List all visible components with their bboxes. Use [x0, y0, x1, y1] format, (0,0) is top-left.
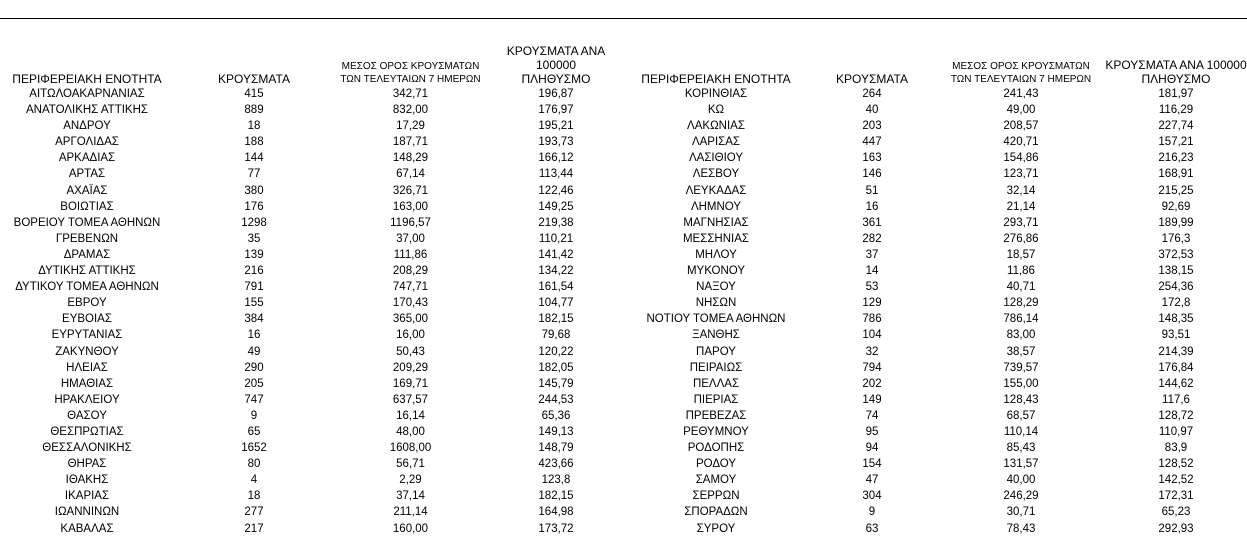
cell-per100k-left: 161,54	[538, 281, 574, 294]
cell-per100k-left: 149,13	[538, 425, 574, 438]
header-avg-line1: ΜΕΣΟΣ ΟΡΟΣ ΚΡΟΥΣΜΑΤΩΝ	[341, 61, 480, 72]
cell-per100k-left: 65,36	[541, 409, 571, 422]
cell-region-right: ΡΕΘΥΜΝΟΥ	[683, 425, 749, 438]
cell-region-right: ΠΡΕΒΕΖΑΣ	[685, 409, 747, 422]
cell-region-left: ΑΝΑΤΟΛΙΚΗΣ ΑΤΤΙΚΗΣ	[25, 104, 148, 117]
cell-per100k-right: 138,15	[1158, 265, 1194, 278]
cell-per100k-right: 65,23	[1161, 506, 1191, 519]
cell-region-left: ΚΑΒΑΛΑΣ	[60, 522, 114, 535]
cell-per100k-left: 196,87	[538, 88, 574, 100]
cell-per100k-right: 172,31	[1158, 490, 1194, 503]
header-per100k-left	[487, 44, 625, 86]
cell-cases-right: 146	[862, 168, 882, 181]
cell-avg7-left: 48,00	[396, 425, 425, 438]
cell-per100k-right: 93,51	[1161, 329, 1191, 342]
cell-cases-right: 154	[862, 458, 882, 471]
cell-region-left: ΑΡΤΑΣ	[68, 168, 106, 181]
cell-region-right: ΠΕΛΛΑΣ	[692, 377, 740, 390]
cell-cases-left: 65	[247, 425, 261, 438]
cell-cases-left: 176	[244, 200, 264, 213]
cell-region-left: ΒΟΙΩΤΙΑΣ	[60, 200, 114, 213]
cell-cases-right: 14	[865, 265, 879, 278]
cell-cases-left: 155	[244, 297, 264, 310]
cell-avg7-left: 637,57	[392, 393, 429, 406]
cell-cases-left: 415	[244, 88, 264, 100]
table-row	[0, 344, 1247, 360]
cell-region-left: ΗΡΑΚΛΕΙΟΥ	[54, 393, 120, 406]
cell-avg7-right: 739,57	[1003, 361, 1039, 374]
table-row	[0, 392, 1247, 408]
cell-region-right: ΛΑΚΩΝΙΑΣ	[687, 120, 745, 133]
cell-avg7-right: 241,43	[1003, 88, 1039, 100]
cell-per100k-left: 113,44	[538, 168, 574, 181]
cell-avg7-right: 38,57	[1006, 345, 1036, 358]
cell-per100k-left: 145,79	[538, 377, 574, 390]
cell-per100k-left: 134,22	[538, 265, 574, 278]
cell-avg7-left: 342,71	[392, 88, 429, 100]
cell-cases-right: 74	[865, 409, 879, 422]
cell-avg7-right: 276,86	[1003, 232, 1039, 245]
header-cases-left: ΚΡΟΥΣΜΑΤΑ	[218, 72, 290, 86]
cell-cases-left: 144	[244, 152, 264, 165]
cell-cases-right: 51	[865, 184, 879, 197]
cell-per100k-right: 214,39	[1158, 345, 1194, 358]
cell-avg7-right: 246,29	[1003, 490, 1039, 503]
header-per100k-right	[1105, 44, 1247, 86]
table-row	[0, 247, 1247, 263]
cell-per100k-right: 157,21	[1158, 136, 1194, 149]
header-avg-left	[334, 44, 487, 86]
cell-cases-right: 32	[865, 345, 879, 358]
cell-per100k-right: 189,99	[1158, 216, 1194, 229]
cell-avg7-right: 131,57	[1003, 458, 1039, 471]
cell-region-right: ΠΙΕΡΙΑΣ	[693, 393, 739, 406]
table-row	[0, 118, 1247, 134]
cell-avg7-right: 154,86	[1003, 152, 1039, 165]
cell-per100k-left: 164,98	[538, 506, 574, 519]
table-row	[0, 199, 1247, 215]
header-region-left: ΠΕΡΙΦΕΡΕΙΑΚΗ ΕΝΟΤΗΤΑ	[12, 72, 162, 86]
cell-avg7-left: 50,43	[396, 345, 425, 358]
table-row	[0, 488, 1247, 504]
cell-per100k-right: 176,3	[1161, 232, 1191, 245]
cell-region-left: ΘΕΣΠΡΩΤΙΑΣ	[50, 425, 124, 438]
cell-avg7-right: 293,71	[1003, 216, 1039, 229]
table-row	[0, 376, 1247, 392]
cell-avg7-right: 49,00	[1006, 104, 1036, 117]
table-row	[0, 134, 1247, 150]
cell-cases-right: 202	[862, 377, 882, 390]
cell-per100k-left: 195,21	[538, 120, 574, 133]
cell-avg7-right: 21,14	[1006, 200, 1036, 213]
cell-region-left: ΑΡΓΟΛΙΔΑΣ	[55, 136, 119, 149]
cases-table-sheet	[0, 44, 1247, 537]
header-avg-line2: ΤΩΝ ΤΕΛΕΥΤΑΙΩΝ 7 ΗΜΕΡΩΝ	[340, 74, 481, 85]
cell-region-left: ΔΥΤΙΚΗΣ ΑΤΤΙΚΗΣ	[38, 265, 136, 278]
cell-region-left: ΘΗΡΑΣ	[67, 458, 107, 471]
cell-cases-left: 188	[244, 136, 264, 149]
cell-per100k-right: 216,23	[1158, 152, 1194, 165]
cell-region-left: ΗΛΕΙΑΣ	[66, 361, 108, 374]
cell-per100k-right: 128,72	[1158, 409, 1194, 422]
cell-cases-left: 139	[244, 248, 264, 261]
table-body	[0, 86, 1247, 537]
table-row	[0, 231, 1247, 247]
table-header-row	[0, 44, 1247, 86]
cell-avg7-left: 56,71	[396, 458, 425, 471]
table-row	[0, 472, 1247, 488]
cell-avg7-left: 16,00	[396, 329, 425, 342]
cell-region-left: ΔΥΤΙΚΟΥ ΤΟΜΕΑ ΑΘΗΝΩΝ	[15, 281, 159, 294]
cell-per100k-left: 176,97	[538, 104, 574, 117]
cell-region-right: ΡΟΔΟΥ	[695, 458, 737, 471]
cell-avg7-left: 37,00	[396, 232, 425, 245]
cell-region-left: ΙΩΑΝΝΙΝΩΝ	[54, 506, 120, 519]
cell-region-right: ΣΠΟΡΑΔΩΝ	[684, 506, 748, 519]
cell-region-left: ΕΒΡΟΥ	[67, 297, 107, 310]
table-row	[0, 456, 1247, 472]
cell-per100k-left: 120,22	[538, 345, 574, 358]
cell-region-left: ΕΥΡΥΤΑΝΙΑΣ	[51, 329, 123, 342]
cell-avg7-right: 128,43	[1003, 393, 1039, 406]
cell-per100k-right: 292,93	[1158, 522, 1194, 535]
cell-region-left: ΑΧΑΪΑΣ	[66, 184, 108, 197]
cell-avg7-left: 208,29	[392, 265, 429, 278]
cell-cases-left: 216	[244, 265, 264, 278]
table-row	[0, 183, 1247, 199]
cell-region-right: ΛΑΡΙΣΑΣ	[691, 136, 741, 149]
cell-cases-left: 205	[244, 377, 264, 390]
cell-per100k-left: 149,25	[538, 200, 574, 213]
cell-avg7-left: 160,00	[392, 522, 429, 535]
cell-cases-right: 53	[865, 281, 879, 294]
table-row	[0, 279, 1247, 295]
cell-cases-right: 794	[862, 361, 882, 374]
header-region-right: ΠΕΡΙΦΕΡΕΙΑΚΗ ΕΝΟΤΗΤΑ	[641, 72, 791, 86]
header-per100k-line2: ΠΛΗΘΥΣΜΟ	[1141, 72, 1211, 86]
cell-per100k-left: 141,42	[538, 248, 574, 261]
cell-per100k-left: 182,05	[538, 361, 574, 374]
cell-cases-right: 361	[862, 216, 882, 229]
header-per100k-line1: ΚΡΟΥΣΜΑΤΑ ΑΝΑ 100000	[1105, 58, 1247, 72]
cell-region-left: ΙΘΑΚΗΣ	[65, 474, 109, 487]
cell-region-left: ΘΑΣΟΥ	[67, 409, 107, 422]
cell-region-left: ΔΡΑΜΑΣ	[63, 248, 111, 261]
cell-per100k-right: 83,9	[1164, 442, 1188, 455]
cell-per100k-left: 182,15	[538, 313, 574, 326]
cell-region-right: ΛΕΣΒΟΥ	[692, 168, 740, 181]
cell-per100k-right: 110,97	[1158, 425, 1194, 438]
cell-region-right: ΚΟΡΙΝΘΙΑΣ	[684, 88, 748, 100]
cell-per100k-right: 227,74	[1158, 120, 1194, 133]
cell-avg7-left: 209,29	[392, 361, 429, 374]
cell-avg7-right: 68,57	[1006, 409, 1036, 422]
table-row	[0, 424, 1247, 440]
cell-cases-left: 1298	[241, 216, 267, 229]
cell-per100k-left: 104,77	[538, 297, 574, 310]
cell-cases-right: 9	[868, 506, 876, 519]
cell-cases-left: 290	[244, 361, 264, 374]
cell-region-right: ΜΑΓΝΗΣΙΑΣ	[683, 216, 749, 229]
table-row	[0, 504, 1247, 520]
cell-region-right: ΜΥΚΟΝΟΥ	[686, 265, 746, 278]
cell-avg7-left: 37,14	[396, 490, 425, 503]
cell-cases-left: 18	[247, 490, 261, 503]
cell-per100k-right: 181,97	[1158, 88, 1194, 100]
cell-region-left: ΑΝΔΡΟΥ	[63, 120, 111, 133]
cell-region-right: ΜΗΛΟΥ	[695, 248, 737, 261]
cell-cases-left: 16	[247, 329, 261, 342]
cell-cases-right: 37	[865, 248, 879, 261]
cell-avg7-left: 326,71	[392, 184, 429, 197]
cell-avg7-left: 170,43	[392, 297, 429, 310]
table-row	[0, 150, 1247, 166]
cell-cases-left: 217	[244, 522, 264, 535]
cell-cases-right: 63	[865, 522, 879, 535]
cell-per100k-left: 219,38	[538, 216, 574, 229]
cell-per100k-right: 116,29	[1158, 104, 1194, 117]
table-row	[0, 311, 1247, 327]
cell-cases-left: 791	[244, 281, 264, 294]
cell-region-left: ΓΡΕΒΕΝΩΝ	[55, 232, 119, 245]
table-row	[0, 440, 1247, 456]
cell-per100k-right: 92,69	[1161, 200, 1191, 213]
cell-per100k-left: 173,72	[538, 522, 574, 535]
cell-avg7-left: 67,14	[396, 168, 425, 181]
cell-avg7-right: 208,57	[1003, 120, 1039, 133]
table-row	[0, 327, 1247, 343]
cell-per100k-right: 168,91	[1158, 168, 1194, 181]
cell-avg7-left: 365,00	[392, 313, 429, 326]
cell-cases-left: 747	[244, 393, 264, 406]
cell-avg7-left: 163,00	[392, 200, 429, 213]
cell-cases-right: 264	[862, 88, 882, 100]
cell-avg7-right: 85,43	[1006, 442, 1036, 455]
cell-cases-right: 129	[862, 297, 882, 310]
cell-per100k-left: 182,15	[538, 490, 574, 503]
cell-avg7-right: 155,00	[1003, 377, 1039, 390]
cell-region-right: ΡΟΔΟΠΗΣ	[687, 442, 745, 455]
cell-region-left: ΙΚΑΡΙΑΣ	[64, 490, 110, 503]
cell-avg7-left: 2,29	[399, 474, 422, 487]
table-row	[0, 295, 1247, 311]
cell-cases-left: 4	[250, 474, 258, 487]
table-row	[0, 408, 1247, 424]
header-per100k-line2: ΠΛΗΘΥΣΜΟ	[521, 72, 591, 86]
cell-region-left: ΗΜΑΘΙΑΣ	[60, 377, 114, 390]
cell-avg7-right: 123,71	[1003, 168, 1039, 181]
top-divider	[0, 18, 1247, 19]
cell-cases-right: 95	[865, 425, 879, 438]
cell-avg7-left: 187,71	[392, 136, 429, 149]
cell-per100k-left: 193,73	[538, 136, 574, 149]
header-avg-right	[937, 44, 1105, 86]
cell-region-left: ΕΥΒΟΙΑΣ	[62, 313, 112, 326]
cell-region-right: ΜΕΣΣΗΝΙΑΣ	[682, 232, 750, 245]
cell-avg7-right: 420,71	[1003, 136, 1039, 149]
cell-region-right: ΠΑΡΟΥ	[696, 345, 736, 358]
cell-region-right: ΝΑΞΟΥ	[696, 281, 736, 294]
table-row	[0, 360, 1247, 376]
header-cases-right: ΚΡΟΥΣΜΑΤΑ	[836, 72, 908, 86]
cell-cases-right: 786	[862, 313, 882, 326]
cell-avg7-left: 1196,57	[390, 216, 431, 229]
cell-per100k-left: 148,79	[538, 442, 574, 455]
cell-cases-left: 18	[247, 120, 261, 133]
cell-avg7-right: 40,00	[1006, 474, 1036, 487]
cell-per100k-right: 172,8	[1161, 297, 1191, 310]
cell-avg7-right: 11,86	[1007, 265, 1035, 278]
cell-region-right: ΞΑΝΘΗΣ	[692, 329, 740, 342]
cell-region-left: ΒΟΡΕΙΟΥ ΤΟΜΕΑ ΑΘΗΝΩΝ	[13, 216, 161, 229]
cell-cases-right: 94	[865, 442, 879, 455]
cell-avg7-left: 211,14	[393, 506, 428, 519]
cell-cases-right: 282	[862, 232, 882, 245]
cell-per100k-right: 117,6	[1162, 393, 1190, 406]
cell-per100k-left: 244,53	[538, 393, 574, 406]
cell-cases-left: 889	[244, 104, 264, 117]
cell-cases-right: 104	[862, 329, 882, 342]
cases-table	[0, 44, 1247, 537]
cell-per100k-left: 423,66	[538, 458, 574, 471]
cell-region-left: ΘΕΣΣΑΛΟΝΙΚΗΣ	[42, 442, 132, 455]
cell-cases-left: 80	[247, 458, 261, 471]
cell-cases-right: 203	[862, 120, 882, 133]
cell-cases-right: 304	[862, 490, 882, 503]
cell-cases-right: 163	[862, 152, 882, 165]
header-avg-line2: ΤΩΝ ΤΕΛΕΥΤΑΙΩΝ 7 ΗΜΕΡΩΝ	[950, 74, 1092, 85]
cell-avg7-left: 17,29	[396, 120, 425, 133]
cell-cases-left: 49	[247, 345, 261, 358]
cell-region-right: ΣΑΜΟΥ	[695, 474, 737, 487]
cell-cases-left: 9	[250, 409, 258, 422]
table-row	[0, 86, 1247, 102]
cell-cases-right: 149	[862, 393, 882, 406]
cell-region-right: ΝΗΣΩΝ	[695, 297, 737, 310]
cell-per100k-right: 215,25	[1158, 184, 1194, 197]
cell-cases-left: 384	[244, 313, 264, 326]
table-row	[0, 215, 1247, 231]
cell-region-left: ΖΑΚΥΝΘΟΥ	[55, 345, 119, 358]
cell-region-right: ΝΟΤΙΟΥ ΤΟΜΕΑ ΑΘΗΝΩΝ	[646, 313, 786, 326]
cell-avg7-right: 110,14	[1003, 425, 1039, 438]
cell-per100k-right: 372,53	[1158, 248, 1194, 261]
cell-avg7-left: 111,86	[393, 248, 428, 261]
cell-per100k-left: 110,21	[538, 232, 574, 245]
table-row	[0, 521, 1247, 537]
cell-cases-right: 40	[865, 104, 879, 117]
cell-per100k-left: 122,46	[538, 184, 574, 197]
cell-region-left: ΑΙΤΩΛΟΑΚΑΡΝΑΝΙΑΣ	[29, 88, 145, 100]
cell-cases-left: 77	[247, 168, 261, 181]
cell-per100k-right: 176,84	[1158, 361, 1194, 374]
cell-avg7-left: 747,71	[392, 281, 429, 294]
cell-avg7-right: 78,43	[1006, 522, 1036, 535]
cell-avg7-right: 18,57	[1006, 248, 1036, 261]
table-row	[0, 166, 1247, 182]
table-row	[0, 263, 1247, 279]
cell-per100k-left: 123,8	[541, 474, 571, 487]
cell-per100k-right: 148,35	[1158, 313, 1194, 326]
table-row	[0, 102, 1247, 118]
cell-cases-left: 277	[244, 506, 264, 519]
cell-cases-right: 447	[862, 136, 882, 149]
cell-avg7-right: 128,29	[1003, 297, 1039, 310]
cell-region-right: ΣΥΡΟΥ	[696, 522, 736, 535]
cell-cases-right: 16	[865, 200, 879, 213]
cell-avg7-left: 1608,00	[389, 442, 432, 455]
cell-avg7-left: 16,14	[396, 409, 425, 422]
cell-per100k-right: 142,52	[1158, 474, 1194, 487]
cell-avg7-right: 83,00	[1006, 329, 1036, 342]
cell-per100k-left: 166,12	[538, 152, 574, 165]
cell-per100k-right: 128,52	[1158, 458, 1194, 471]
cell-per100k-right: 254,36	[1158, 281, 1194, 294]
cell-per100k-left: 79,68	[541, 329, 571, 342]
cell-cases-left: 35	[247, 232, 261, 245]
header-avg-line1: ΜΕΣΟΣ ΟΡΟΣ ΚΡΟΥΣΜΑΤΩΝ	[952, 61, 1090, 72]
cell-avg7-right: 786,14	[1003, 313, 1039, 326]
cell-region-right: ΛΗΜΝΟΥ	[690, 200, 742, 213]
cell-avg7-right: 30,71	[1006, 506, 1036, 519]
cell-avg7-left: 169,71	[392, 377, 429, 390]
cell-cases-right: 47	[865, 474, 879, 487]
cell-cases-left: 1652	[241, 442, 267, 455]
cell-region-right: ΛΑΣΙΘΙΟΥ	[688, 152, 744, 165]
cell-avg7-left: 832,00	[392, 104, 429, 117]
cell-region-right: ΚΩ	[707, 104, 725, 117]
cell-region-right: ΣΕΡΡΩΝ	[692, 490, 740, 503]
header-per100k-line1: ΚΡΟΥΣΜΑΤΑ ΑΝΑ 100000	[506, 44, 606, 72]
cell-avg7-left: 148,29	[392, 152, 429, 165]
cell-avg7-right: 32,14	[1006, 184, 1036, 197]
cell-avg7-right: 40,71	[1006, 281, 1036, 294]
cell-region-right: ΠΕΙΡΑΙΩΣ	[689, 361, 743, 374]
cell-per100k-right: 144,62	[1158, 377, 1194, 390]
cell-cases-left: 380	[244, 184, 264, 197]
cell-region-right: ΛΕΥΚΑΔΑΣ	[685, 184, 747, 197]
cell-region-left: ΑΡΚΑΔΙΑΣ	[58, 152, 116, 165]
